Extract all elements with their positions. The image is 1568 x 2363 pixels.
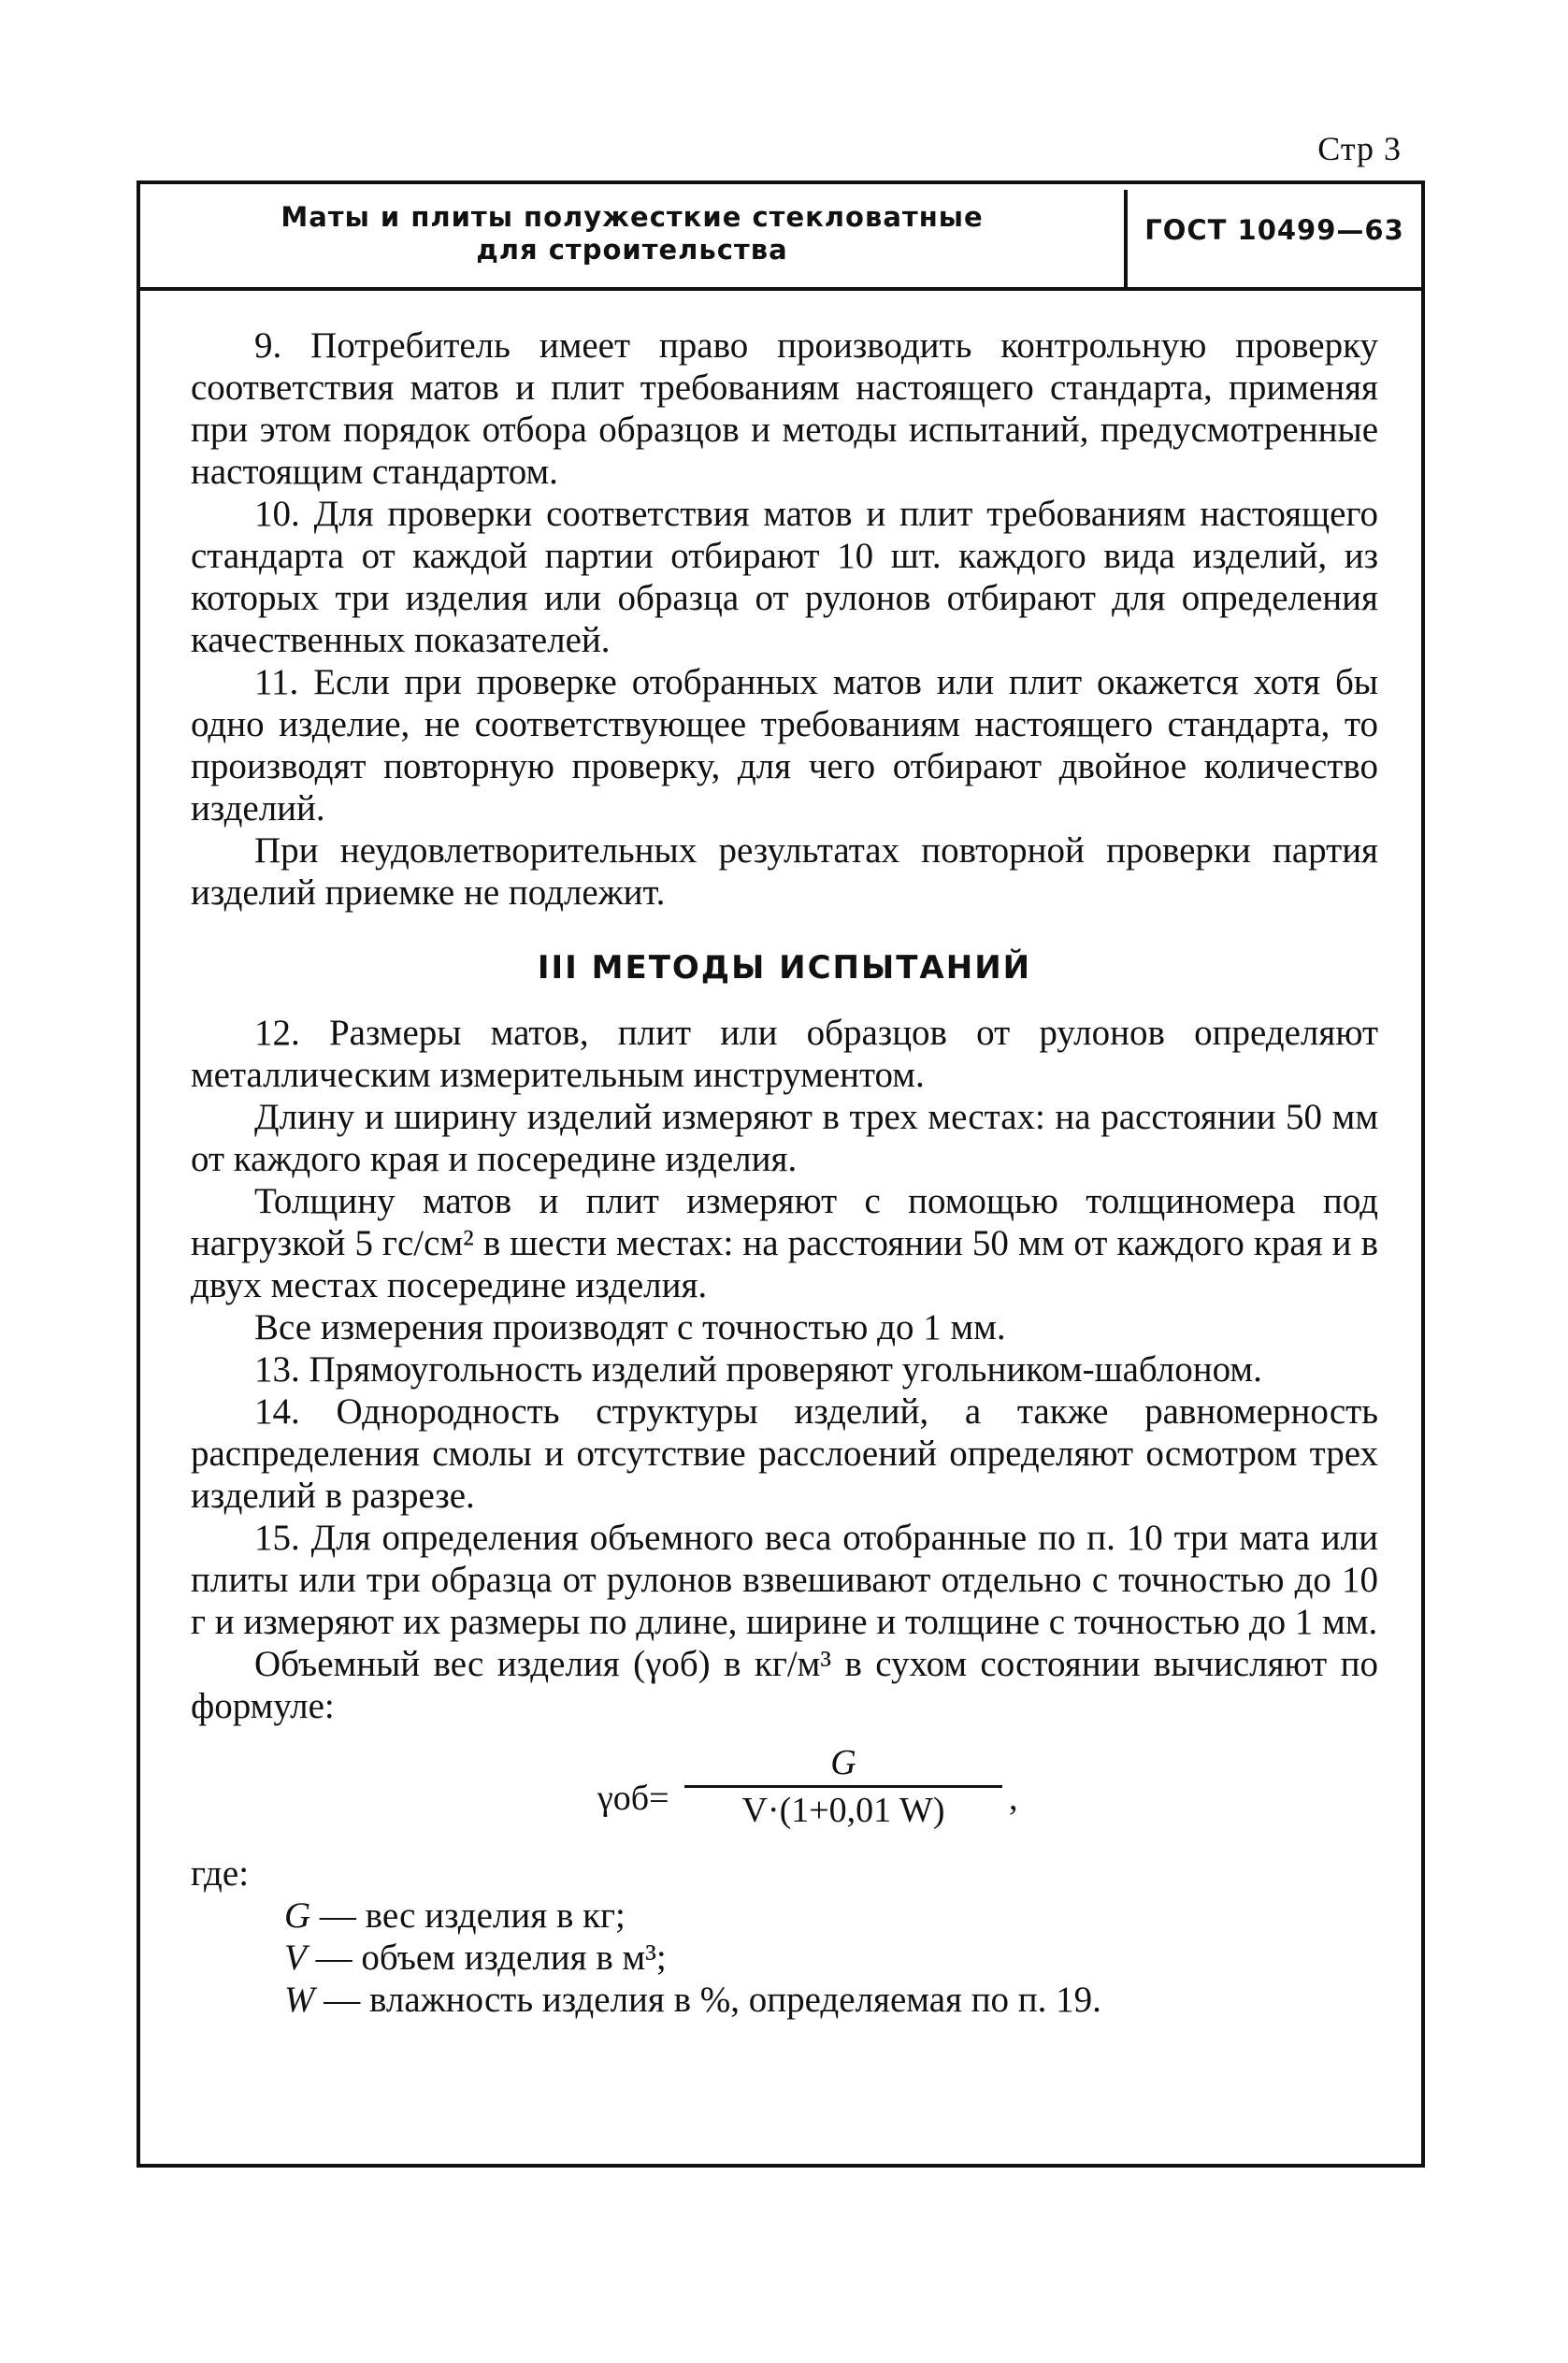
page-number: Стр 3 (1317, 130, 1402, 167)
formula-denominator: V·(1+0,01 W) (741, 1791, 945, 1830)
formula-fraction (684, 1742, 1002, 1831)
legend-text: — влажность изделия в %, определяемая по п. 19. (314, 1980, 1101, 2020)
section-title: III МЕТОДЫ ИСПЫТАНИЙ (537, 949, 1032, 987)
legend-item-g (284, 1895, 1378, 1937)
document-title-line-2: для строительства (476, 234, 788, 266)
paragraph-10: 10. Для проверки соответствия матов и плит требованиям настоящего стандарта от каждой партии отбирают 10 шт. каждого вида изделий, из которых три изделия или образца от рулонов отбирают для определения качественных показателей. (191, 494, 1378, 660)
document-title (140, 201, 1124, 267)
document-title-line-1: Маты и плиты полужесткие стекловатные (281, 201, 984, 233)
paragraph-14: 14. Однородность структуры изделий, а также равномерность распределения смолы и отсутствие расслоений определяют осмотром трех изделий в разрезе. (191, 1391, 1378, 1516)
paragraph-9: 9. Потребитель имеет право производить контрольную проверку соответствия матов и плит требованиям настоящего стандарта, применяя при этом порядок отбора образцов и методы испытаний, предусмотренные настоящим стандартом. (191, 325, 1378, 492)
document-header (140, 184, 1421, 291)
density-formula (191, 1742, 1378, 1845)
page-frame (137, 180, 1425, 2168)
legend-text: — объем изделия в м³; (306, 1938, 667, 1978)
paragraph-12-length-width: Длину и ширину изделий измеряют в трех местах: на расстоянии 50 мм от каждого края и посередине изделия. (191, 1097, 1378, 1179)
standard-code: ГОСТ 10499—63 (1144, 214, 1404, 246)
paragraph-13: 13. Прямоугольность изделий проверяют угольником-шаблоном. (254, 1349, 1262, 1390)
fraction-bar (684, 1785, 1002, 1788)
legend-symbol: V (284, 1938, 307, 1978)
formula-trailing-comma: , (1009, 1779, 1018, 1818)
formula-lhs: γоб= (597, 1779, 669, 1818)
formula-numerator: G (830, 1743, 856, 1782)
legend-where: где: (191, 1853, 250, 1894)
legend-symbol: W (284, 1980, 315, 2020)
legend-item-v (284, 1937, 1378, 1979)
paragraph-12: 12. Размеры матов, плит или образцов от рулонов определяют металлическим измерительным инструментом. (191, 1013, 1378, 1095)
legend-text: — вес изделия в кг; (310, 1895, 626, 1936)
paragraph-15: 15. Для определения объемного веса отобранные по п. 10 три мата или плиты или три образца от рулонов взвешивают отдельно с точностью до 10 г и измеряют их размеры по длине, ширине и толщине с точностью до 1 мм. (191, 1518, 1378, 1642)
legend-symbol: G (284, 1895, 311, 1936)
document-body (191, 324, 1378, 2021)
paragraph-12-accuracy: Все измерения производят с точностью до 1 мм. (254, 1307, 1006, 1347)
paragraph-12-thickness: Толщину матов и плит измеряют с помощью толщиномера под нагрузкой 5 гс/см² в шести местах: на расстоянии 50 мм от каждого края и в двух местах посередине изделия. (191, 1181, 1378, 1305)
paragraph-11: 11. Если при проверке отобранных матов или плит окажется хотя бы одно изделие, не соответствующее требованиям настоящего стандарта, то производят повторную проверку, для чего отбирают двойное количество изделий. (191, 662, 1378, 828)
legend-item-w (284, 1979, 1378, 2021)
paragraph-15-formula-intro: Объемный вес изделия (γоб) в кг/м³ в сухом состоянии вычисляют по формуле: (191, 1644, 1378, 1726)
paragraph-11-continued: При неудовлетворительных результатах повторной проверки партия изделий приемке не подлежит. (191, 830, 1378, 913)
